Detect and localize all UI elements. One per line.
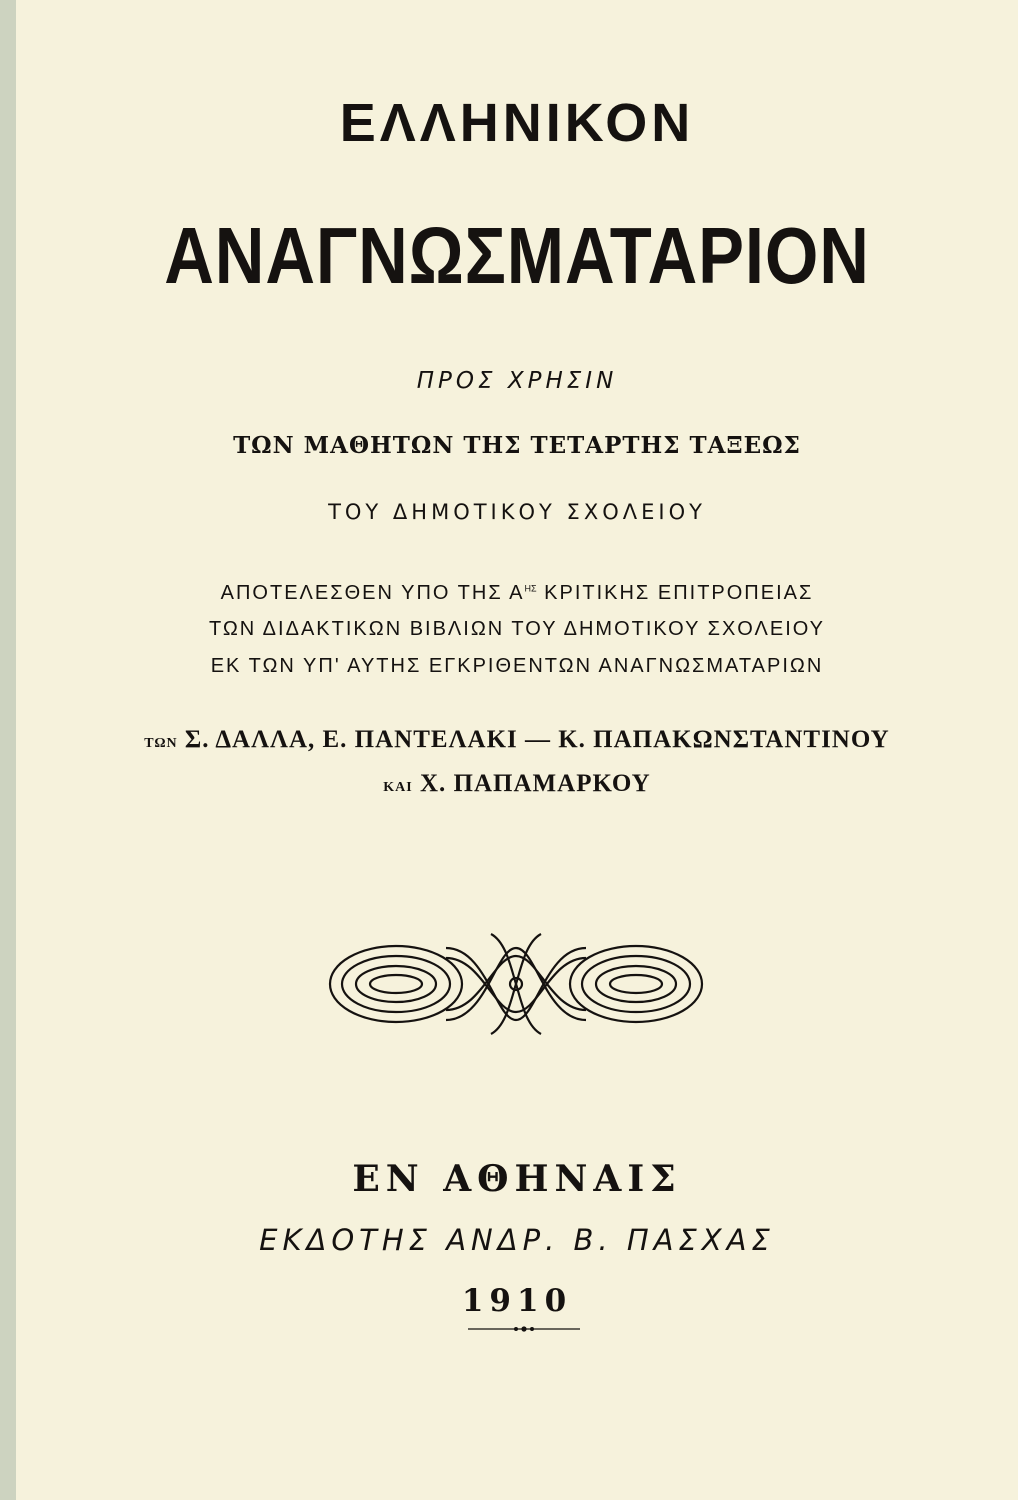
book-title-line2: ΑΝΑΓΝΩΣΜΑΤΑΡΙΟΝ: [164, 211, 870, 300]
authors-line1: [16, 726, 1018, 754]
committee-line: [16, 582, 1018, 605]
books-line: ΤΩΝ ΔΙΔΑΚΤΙΚΩΝ ΒΙΒΛΙΩΝ ΤΟΥ ΔΗΜΟΤΙΚΟΥ ΣΧΟΛΕΙΟΥ: [208, 618, 826, 640]
imprint-year: 1910: [461, 1283, 573, 1319]
knot-ornament-icon: [316, 928, 716, 1040]
authors-names2: Χ. ΠΑΠΑΜΑΡΚΟΥ: [420, 770, 651, 797]
committee-line-end: ΚΡΙΤΙΚΗΣ ΕΠΙΤΡΟΠΕΙΑΣ: [536, 582, 814, 604]
title-page: [16, 0, 1018, 1500]
subtitle-school: ΤΟΥ ΔΗΜΟΤΙΚΟΥ ΣΧΟΛΕΙΟΥ: [328, 500, 706, 524]
authors-prefix-ton: ΤΩΝ: [144, 736, 178, 751]
committee-line-start: ΑΠΟΤΕΛΕΣΘΕΝ ΥΠΟ ΤΗΣ Α: [220, 582, 525, 604]
imprint-place: ΕΝ ΑΘΗΝΑΙΣ: [352, 1158, 682, 1200]
subtitle-pros-chrisin: ΠΡΟΣ ΧΡΗΣΙΝ: [416, 368, 618, 394]
decorative-rule-icon: [464, 1322, 584, 1336]
ordinal-superscript: ΗΣ: [524, 583, 537, 594]
imprint-publisher: ΕΚΔΟΤΗΣ ΑΝΔΡ. Β. ΠΑΣΧΑΣ: [259, 1223, 775, 1257]
authors-names1: Σ. ΔΑΛΛΑ, Ε. ΠΑΝΤΕΛΑΚΙ — Κ. ΠΑΠΑΚΩΝΣΤΑΝΤΙΝΟΥ: [184, 726, 890, 753]
subtitle-students: ΤΩΝ ΜΑΘΗΤΩΝ ΤΗΣ ΤΕΤΑΡΤΗΣ ΤΑΞΕΩΣ: [233, 432, 801, 459]
approved-readers-line: ΕΚ ΤΩΝ ΥΠ' ΑΥΤΗΣ ΕΓΚΡΙΘΕΝΤΩΝ ΑΝΑΓΝΩΣΜΑΤΑΡΙΩΝ: [210, 655, 824, 677]
authors-line2: [16, 770, 1018, 798]
authors-prefix-kai: ΚΑΙ: [383, 780, 413, 795]
book-title-line1: ΕΛΛΗΝΙΚΟΝ: [339, 93, 695, 153]
